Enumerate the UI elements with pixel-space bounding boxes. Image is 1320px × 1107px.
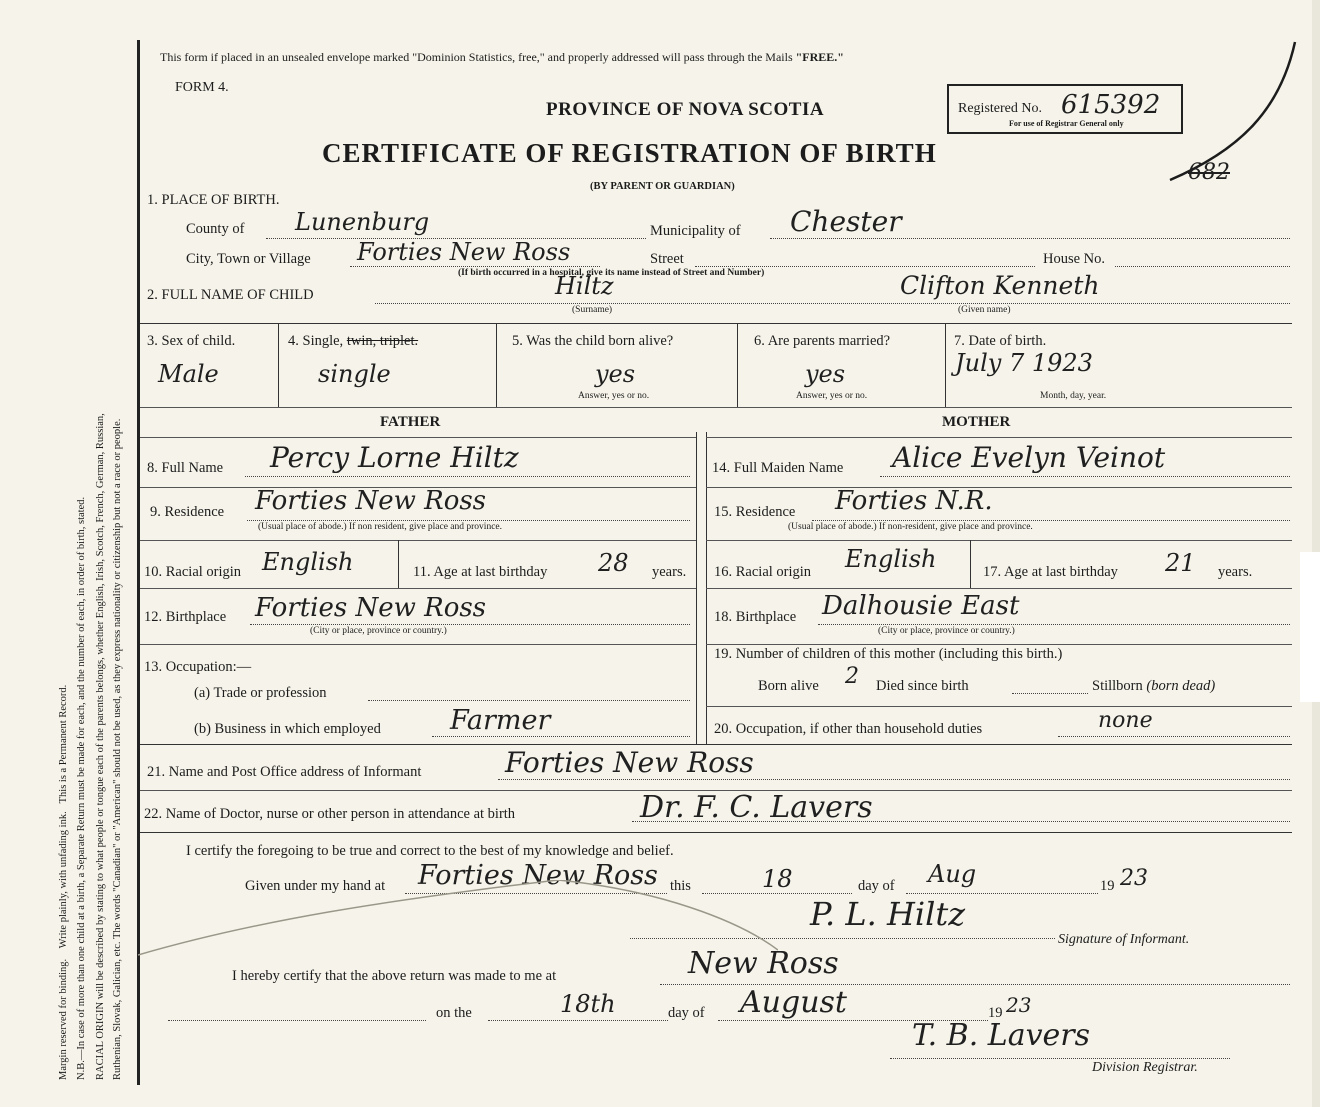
registrar-blank-line [168, 1020, 426, 1021]
cert-day-value: 18 [762, 865, 793, 893]
business-label: (b) Business in which employed [194, 721, 381, 737]
sex-label: 3. Sex of child. [147, 333, 236, 349]
father-rule [140, 437, 696, 438]
divider [970, 540, 971, 588]
father-birthplace-label: 12. Birthplace [144, 609, 227, 625]
business-line [432, 736, 690, 737]
informant-label: 21. Name and Post Office address of Informant [147, 764, 422, 780]
certify-statement: I certify the foregoing to be true and correct to the best of my knowledge and belief. [186, 843, 674, 859]
married-label: 6. Are parents married? [754, 333, 891, 349]
mother-name-value: Alice Evelyn Veinot [892, 441, 1166, 474]
father-name-label: 8. Full Name [147, 460, 224, 476]
municipality-value: Chester [790, 205, 902, 238]
registrar-sig-line [890, 1058, 1230, 1059]
registrar-day-line [488, 1020, 668, 1021]
father-birthplace-note: (City or place, province or country.) [310, 626, 447, 636]
city-value: Forties New Ross [357, 238, 571, 266]
father-name-value: Percy Lorne Hiltz [270, 441, 519, 474]
mother-age-label: 17. Age at last birthday [983, 564, 1118, 580]
business-value: Farmer [450, 705, 551, 736]
month-line [906, 893, 1098, 894]
row-bottom-rule [140, 407, 1292, 408]
father-residence-label: 9. Residence [150, 504, 225, 520]
mother-birthplace-value: Dalhousie East [822, 591, 1020, 621]
registrar-day-of-label: day of [668, 1005, 705, 1021]
rule [706, 540, 1292, 541]
rule [140, 832, 1292, 833]
mother-rule [706, 437, 1292, 438]
born-alive-value: 2 [845, 664, 859, 689]
mother-birthplace-label: 18. Birthplace [714, 609, 797, 625]
child-name-line [375, 303, 1290, 304]
cert-year-value: 23 [1120, 866, 1148, 891]
divider [398, 540, 399, 588]
doctor-value: Dr. F. C. Lavers [640, 790, 873, 825]
certificate-title: CERTIFICATE OF REGISTRATION OF BIRTH [322, 138, 937, 168]
mother-name-label: 14. Full Maiden Name [712, 460, 844, 476]
mother-occupation-value: none [1098, 708, 1153, 733]
given-place-value: Forties New Ross [418, 860, 658, 891]
city-line [350, 266, 600, 267]
this-label: this [670, 878, 691, 894]
child-surname: Hiltz [555, 272, 614, 300]
margin-racial-note-2: Ruthenian, Slovak, Galician, etc. The words "Canadian" or "American" should not be used, as they express nationality or citizenship but not a race or people. [112, 418, 123, 1080]
hospital-note: (If birth occurred in a hospital, give its name instead of Street and Number) [458, 268, 765, 278]
mother-residence-label: 15. Residence [714, 504, 796, 520]
father-age-label: 11. Age at last birthday [413, 564, 548, 580]
alive-value: yes [595, 360, 636, 388]
divider [737, 323, 738, 407]
married-note: Answer, yes or no. [796, 391, 868, 401]
alive-note: Answer, yes or no. [578, 391, 650, 401]
registrar-statement: I hereby certify that the above return was made to me at [232, 968, 557, 984]
mother-residence-value: Forties N.R. [835, 486, 993, 516]
given-under-label: Given under my hand at [245, 878, 386, 894]
year-prefix: 19 [1100, 878, 1115, 894]
child-name-label: 2. FULL NAME OF CHILD [147, 287, 314, 303]
father-years-label: years. [652, 564, 687, 580]
rule [140, 540, 696, 541]
dob-label: 7. Date of birth. [954, 333, 1047, 349]
rule [706, 644, 1292, 645]
informant-signature: P. L. Hiltz [810, 895, 966, 933]
city-label: City, Town or Village [186, 251, 311, 267]
rule [140, 744, 1292, 745]
registrar-use-note: For use of Registrar General only [1009, 119, 1124, 128]
died-label: Died since birth [876, 678, 969, 694]
row-top-rule [140, 323, 1292, 324]
father-racial-label: 10. Racial origin [144, 564, 242, 580]
father-residence-note: (Usual place of abode.) If non resident, give place and province. [258, 522, 502, 532]
single-label: 4. Single, twin, triplet. [288, 333, 419, 349]
county-label: County of [186, 221, 245, 237]
alive-label: 5. Was the child born alive? [512, 333, 674, 349]
mother-birthplace-note: (City or place, province or country.) [878, 626, 1015, 636]
mother-name-line [880, 476, 1290, 477]
mother-heading: MOTHER [942, 414, 1011, 430]
registrar-day-value: 18th [560, 990, 616, 1018]
mother-racial-label: 16. Racial origin [714, 564, 812, 580]
mother-occupation-label: 20. Occupation, if other than household duties [714, 721, 983, 737]
father-birthplace-value: Forties New Ross [255, 593, 487, 623]
pen-stroke-mark [1160, 40, 1310, 190]
municipality-line [770, 238, 1290, 239]
born-alive-label: Born alive [758, 678, 819, 694]
mother-residence-line [812, 520, 1290, 521]
margin-racial-note-1: RACIAL ORIGIN will be described by stating to what people or tongue each of the parents belongs, whether English, Irish, Scotch, French, German, Russian, [95, 413, 106, 1080]
informant-value: Forties New Ross [505, 746, 754, 779]
mother-occupation-line [1058, 736, 1290, 737]
registrar-signature: T. B. Lavers [912, 1018, 1091, 1053]
father-residence-line [247, 520, 690, 521]
rule [140, 644, 696, 645]
torn-edge [1300, 552, 1320, 702]
rule [706, 706, 1292, 707]
registered-label: Registered No. [958, 101, 1042, 116]
mother-years-label: years. [1218, 564, 1253, 580]
father-residence-value: Forties New Ross [255, 486, 487, 516]
father-name-line [245, 476, 690, 477]
given-note: (Given name) [958, 305, 1011, 315]
mother-residence-note: (Usual place of abode.) If non-resident, give place and province. [788, 522, 1033, 532]
mother-racial-value: English [845, 545, 937, 573]
house-label: House No. [1043, 251, 1106, 267]
father-heading: FATHER [380, 414, 441, 430]
father-age-value: 28 [598, 549, 629, 577]
place-of-birth-heading: 1. PLACE OF BIRTH. [147, 192, 280, 208]
dob-note: Month, day, year. [1040, 391, 1107, 401]
trade-line [368, 700, 690, 701]
corner-mark: 682 [1188, 160, 1230, 185]
registered-number: 615392 [1061, 90, 1161, 120]
sex-value: Male [158, 360, 219, 388]
informant-sig-label: Signature of Informant. [1058, 932, 1190, 947]
registrar-year-value: 23 [1006, 993, 1032, 1017]
children-count-label: 19. Number of children of this mother (including this birth.) [714, 646, 1063, 662]
registrar-sig-label: Division Registrar. [1092, 1060, 1198, 1075]
married-value: yes [805, 360, 846, 388]
on-the-label: on the [436, 1005, 472, 1021]
mother-birthplace-line [818, 624, 1290, 625]
street-label: Street [650, 251, 684, 267]
registrar-month-value: August [740, 985, 847, 1020]
registrar-year-prefix: 19 [988, 1005, 1003, 1021]
margin-binding-note: Margin reserved for binding. Write plainly, with unfading ink. This is a Permanent Record. [58, 684, 69, 1080]
died-line [1012, 693, 1088, 694]
divider [945, 323, 946, 407]
father-occupation-label: 13. Occupation:— [144, 659, 252, 675]
province-heading: PROVINCE OF NOVA SCOTIA [546, 99, 825, 120]
mother-age-value: 21 [1165, 549, 1196, 577]
rule [706, 588, 1292, 589]
rule [706, 487, 1292, 488]
divider [496, 323, 497, 407]
informant-line [498, 779, 1290, 780]
street-line [695, 266, 1035, 267]
margin-nb-note: N.B.—In case of more than one child at a birth, a Separate Return must be made for each, and the number of each, in order of birth, stated. [76, 496, 87, 1080]
registered-number-box [947, 84, 1183, 134]
center-divider [696, 432, 697, 744]
single-value: single [318, 360, 391, 388]
divider [278, 323, 279, 407]
county-value: Lunenburg [295, 208, 430, 236]
cert-month-value: Aug [928, 860, 977, 888]
day-of-label: day of [858, 878, 895, 894]
certificate-subtitle: (BY PARENT OR GUARDIAN) [590, 181, 735, 192]
mail-notice: This form if placed in an unsealed envelope marked "Dominion Statistics, free," and properly addressed will pass through the Mails "FREE." [160, 50, 844, 64]
paper-fold-mark [138, 880, 778, 970]
doctor-label: 22. Name of Doctor, nurse or other person in attendance at birth [144, 806, 516, 822]
father-racial-value: English [262, 548, 354, 576]
stillborn-label: Stillborn (born dead) [1092, 678, 1216, 694]
trade-label: (a) Trade or profession [194, 685, 327, 701]
dob-value: July 7 1923 [955, 349, 1093, 377]
registrar-place-value: New Ross [688, 946, 839, 981]
surname-note: (Surname) [572, 305, 613, 315]
municipality-label: Municipality of [650, 223, 741, 239]
rule [140, 588, 696, 589]
child-given-name: Clifton Kenneth [900, 271, 1100, 300]
house-line [1115, 266, 1290, 267]
father-birthplace-line [250, 624, 690, 625]
form-number: FORM 4. [175, 80, 229, 95]
